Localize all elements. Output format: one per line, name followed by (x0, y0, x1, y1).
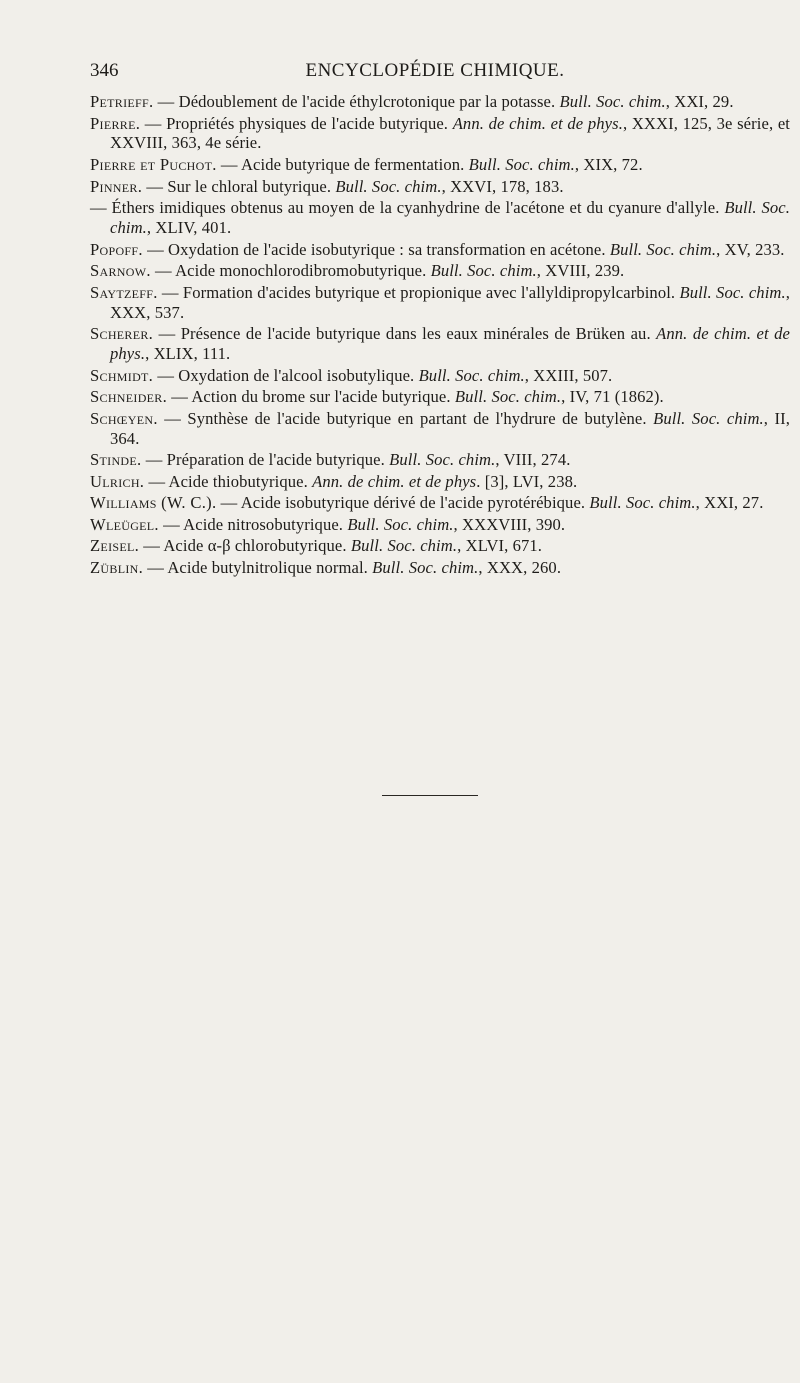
bibliography-entry (90, 92, 790, 112)
entry-citation: , XLIX, 111. (145, 343, 231, 363)
entry-author: Scherer. (90, 324, 154, 344)
entry-citation: , XXX, 537. (110, 282, 790, 322)
entry-journal: Bull. Soc. chim. (389, 450, 496, 470)
entry-author: Pierre et Puchot. (90, 154, 217, 174)
entry-journal: Bull. Soc. chim. (110, 198, 790, 237)
entry-title: — Synthèse de l'acide butyrique en partant de l'hydrure de butylène. (157, 408, 654, 428)
entry-author: Ulrich. (90, 471, 145, 491)
entry-journal: Bull. Soc. chim. (454, 387, 562, 407)
entry-journal: Bull. Soc. chim. (430, 261, 537, 281)
bibliography-entry (90, 493, 790, 513)
entry-citation: , II, 364. (110, 408, 790, 448)
entry-citation: , XV, 233. (716, 239, 785, 259)
bibliography-entry (90, 177, 790, 197)
entry-citation: , XXIII, 507. (524, 365, 613, 385)
bibliography-entry (90, 261, 790, 281)
running-title: ENCYCLOPÉDIE CHIMIQUE. (305, 60, 565, 81)
entry-title: — Oxydation de l'acide isobutyrique : sa transformation en acétone. (142, 239, 610, 259)
entry-journal: Bull. Soc. chim. (609, 239, 717, 259)
entry-title: — Action du brome sur l'acide butyrique. (167, 387, 455, 407)
entry-citation: , XLVI, 671. (457, 536, 543, 556)
entry-author: Schneider. (90, 387, 168, 407)
entry-title: — Propriétés physiques de l'acide butyrique. (140, 113, 453, 133)
bibliography-entry (90, 114, 790, 154)
bibliography-entry (90, 240, 790, 260)
entry-journal: Bull. Soc. chim. (350, 536, 458, 556)
bibliography-list (90, 92, 790, 580)
entry-title: — Acide nitrosobutyrique. (158, 514, 348, 534)
bibliography-entry (90, 409, 790, 449)
entry-citation: , VIII, 274. (495, 450, 571, 470)
end-rule (382, 795, 478, 796)
entry-author: Petrieff. (90, 92, 154, 111)
entry-author: Popoff. (90, 239, 143, 259)
entry-title: — Acide butylnitrolique normal. (143, 558, 373, 578)
entry-journal: Bull. Soc. chim. (468, 154, 575, 174)
page-number: 346 (90, 60, 119, 81)
entry-title: — Préparation de l'acide butyrique. (141, 450, 390, 470)
entry-citation: , XVIII, 239. (536, 261, 625, 281)
entry-author: Stinde. (90, 450, 142, 470)
entry-title: — Acide α-β chlorobutyrique. (139, 536, 351, 556)
entry-citation: , XXI, 27. (695, 493, 764, 513)
entry-citation: , XLIV, 401. (146, 217, 232, 237)
entry-author: Williams (W. C.). (90, 493, 217, 513)
entry-author: Schmidt. (90, 365, 154, 385)
entry-journal: Bull. Soc. chim. (559, 92, 666, 111)
entry-title: — Acide thiobutyrique. (144, 471, 313, 491)
bibliography-entry (90, 387, 790, 407)
entry-journal: Bull. Soc. chim. (372, 558, 479, 578)
bibliography-entry (90, 155, 790, 175)
entry-citation: , XXI, 29. (665, 92, 734, 111)
entry-author: Wleügel. (90, 514, 159, 534)
bibliography-entry (90, 366, 790, 386)
entry-author: Schœyen. (90, 408, 158, 428)
entry-citation: , XXVI, 178, 183. (441, 176, 564, 196)
bibliography-entry (90, 324, 790, 364)
entry-title: — Acide monochlorodibromobutyrique. (150, 261, 431, 281)
entry-journal: Ann. de chim. et de phys. (452, 113, 623, 133)
entry-journal: Bull. Soc. chim. (589, 493, 696, 513)
bibliography-entry (90, 536, 790, 556)
entry-author: Züblin. (90, 558, 144, 578)
entry-citation: , XXXI, 125, 3e série, et XXVIII, 363, 4e série. (110, 113, 790, 153)
bibliography-entry (90, 472, 790, 492)
entry-author: Pinner. (90, 176, 143, 196)
entry-author: Saytzeff. (90, 282, 158, 302)
entry-journal: Ann. de chim. et de phys. (110, 324, 791, 363)
entry-title: — Sur le chloral butyrique. (142, 176, 336, 196)
entry-title: — Acide butyrique de fermentation. (216, 154, 469, 174)
entry-citation: , IV, 71 (1862). (561, 387, 664, 407)
bibliography-entry (90, 198, 790, 238)
bibliography-entry (90, 450, 790, 470)
entry-title: — Acide isobutyrique dérivé de l'acide pyrotérébique. (216, 493, 590, 513)
entry-citation: . [3], LVI, 238. (476, 471, 578, 491)
entry-author: Pierre. (90, 113, 141, 133)
entry-author: Sarnow. (90, 261, 151, 281)
entry-journal: Bull. Soc. chim. (335, 176, 442, 196)
entry-title: — Présence de l'acide butyrique dans les eaux minérales de Brüken au. (153, 324, 657, 344)
entry-author: Zeisel. (90, 536, 140, 556)
entry-journal: Bull. Soc. chim. (347, 514, 454, 534)
entry-title: — Dédoublement de l'acide éthylcrotonique par la potasse. (153, 92, 560, 111)
entry-citation: , XXXVIII, 390. (453, 514, 566, 534)
page-header (90, 60, 780, 84)
entry-title: — Éthers imidiques obtenus au moyen de la cyanhydrine de l'acétone et du cyanure d'allyle. (90, 198, 725, 218)
entry-title: — Formation d'acides butyrique et propionique avec l'allyldipropylcarbinol. (157, 282, 680, 302)
bibliography-entry (90, 558, 790, 578)
entry-journal: Bull. Soc. chim. (679, 282, 786, 302)
entry-citation: , XIX, 72. (574, 154, 643, 174)
bibliography-entry (90, 283, 790, 323)
entry-title: — Oxydation de l'alcool isobutylique. (153, 365, 419, 385)
entry-journal: Bull. Soc. chim. (418, 365, 525, 385)
entry-citation: , XXX, 260. (478, 558, 562, 578)
bibliography-entry (90, 515, 790, 535)
entry-journal: Bull. Soc. chim. (653, 408, 764, 428)
entry-journal: Ann. de chim. et de phys (312, 471, 477, 491)
